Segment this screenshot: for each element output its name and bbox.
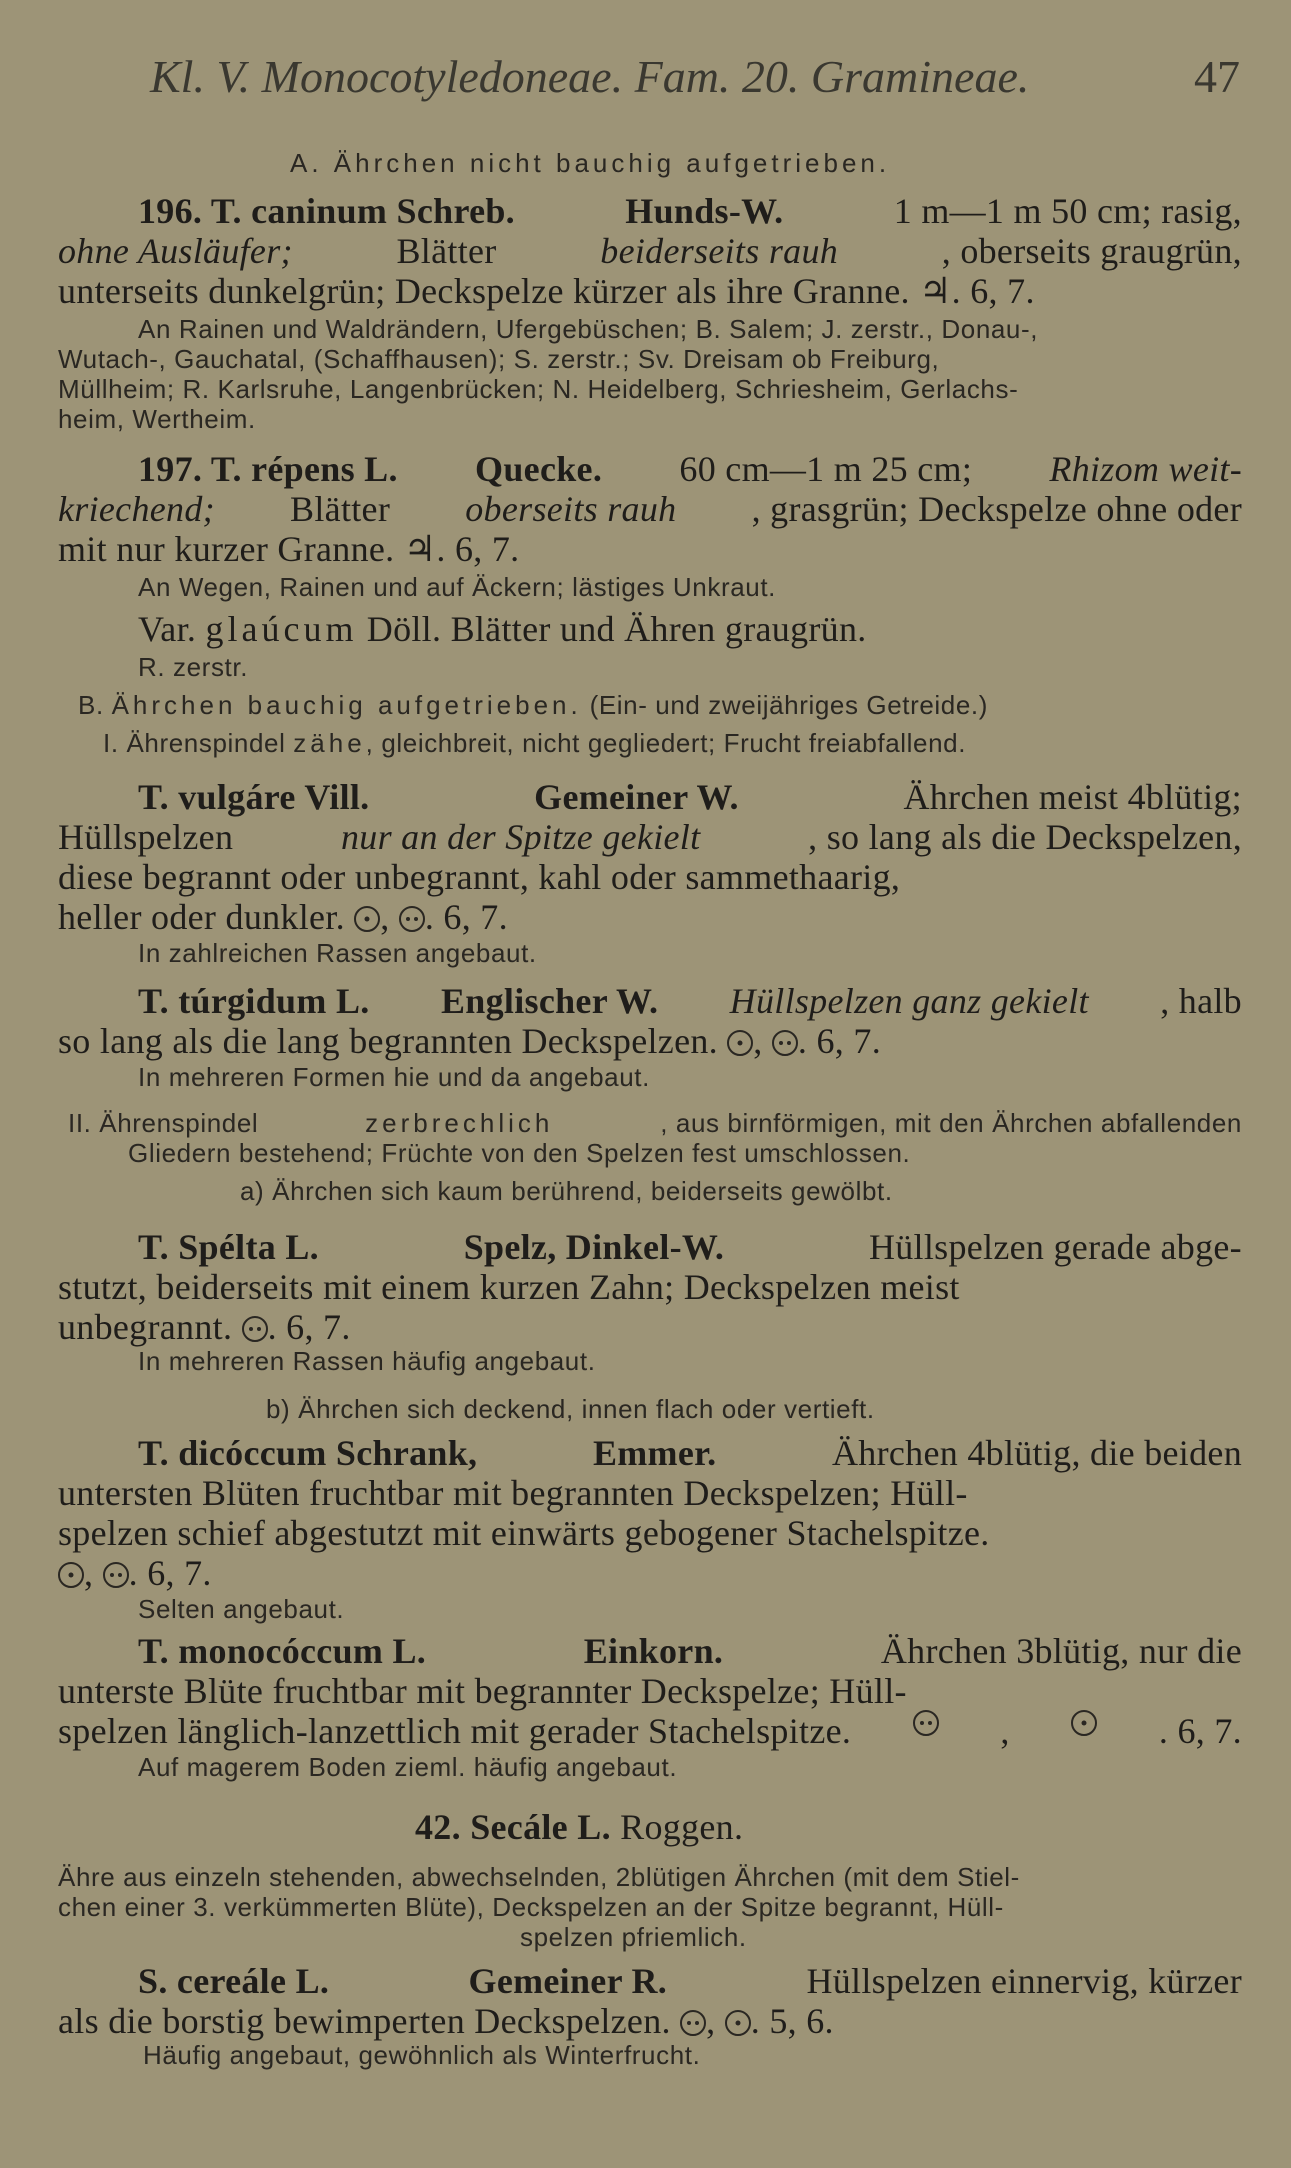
text-line: Var. glaúcum Döll. Blätter und Ähren graugrün. [138,609,867,649]
text-line: Ähre aus einzeln stehenden, abwechselnden, 2blütigen Ährchen (mit dem Stiel- [58,1862,1020,1892]
text-line: In zahlreichen Rassen angebaut. [138,938,537,968]
text-line: Müllheim; R. Karlsruhe, Langenbrücken; N. Heidelberg, Schriesheim, Gerlachs- [58,374,1019,404]
text-line: 196. T. caninum Schreb. Hunds-W. 1 m—1 m 50 cm; rasig, [138,191,1242,231]
text-line: 197. T. répens L. Quecke. 60 cm—1 m 25 cm; Rhizom weit- [138,449,1242,489]
text-line: 42. Secále L. Roggen. [415,1807,744,1847]
text-line: Gliedern bestehend; Früchte von den Spelzen fest umschlossen. [128,1138,911,1168]
text-line: An Rainen und Waldrändern, Ufergebüschen; B. Salem; J. zerstr., Donau-, [138,314,1039,344]
text-line: T. vulgáre Vill. Gemeiner W. Ährchen meist 4blütig; [138,777,1242,817]
text-line: T. túrgidum L. Englischer W. Hüllspelzen ganz gekielt , halb [138,981,1242,1021]
text-line: chen einer 3. verkümmerten Blüte), Deckspelzen an der Spitze begrannt, Hüll- [58,1892,1004,1922]
text-line: spelzen schief abgestutzt mit einwärts gebogener Stachelspitze. [58,1513,990,1553]
text-line: In mehreren Formen hie und da angebaut. [138,1062,650,1092]
text-line: als die borstig bewimperten Deckspelzen. , . 5, 6. [58,2001,834,2041]
running-header [150,50,1240,103]
text-line: T. monocóccum L. Einkorn. Ährchen 3blütig, nur die [138,1631,1242,1671]
text-line: unterseits dunkelgrün; Deckspelze kürzer als ihre Granne. ♃. 6, 7. [58,271,1035,311]
page-number: 47 [1194,51,1240,102]
text-line: diese begrannt oder unbegrannt, kahl oder sammethaarig, [58,857,901,897]
text-line: untersten Blüten fruchtbar mit begrannten Deckspelzen; Hüll- [58,1473,968,1513]
text-line: T. Spélta L. Spelz, Dinkel-W. Hüllspelzen gerade abge- [138,1227,1242,1267]
text-line: In mehreren Rassen häufig angebaut. [138,1346,596,1376]
text-line: unterste Blüte fruchtbar mit begrannter Deckspelze; Hüll- [58,1671,907,1711]
text-line: T. dicóccum Schrank, Emmer. Ährchen 4blütig, die beiden [138,1433,1242,1473]
text-line: II. Ährenspindel zerbrechlich , aus birnförmigen, mit den Ährchen abfallenden [68,1108,1242,1138]
text-line: spelzen länglich-lanzettlich mit gerader Stachelspitze. , . 6, 7. [58,1711,1242,1751]
text-line: mit nur kurzer Granne. ♃. 6, 7. [58,529,520,569]
text-line: b) Ährchen sich deckend, innen flach oder vertieft. [266,1394,875,1424]
text-line: ohne Ausläufer; Blätter beiderseits rauh , oberseits graugrün, [58,231,1242,271]
text-line: a) Ährchen sich kaum berührend, beiderseits gewölbt. [240,1176,893,1206]
text-line: I. Ährenspindel zähe, gleichbreit, nicht gegliedert; Frucht freiabfallend. [103,728,967,758]
text-line: heim, Wertheim. [58,404,256,434]
text-line: Selten angebaut. [138,1594,345,1624]
text-line: , . 6, 7. [58,1552,212,1594]
text-line: Auf magerem Boden zieml. häufig angebaut. [138,1752,678,1782]
header-title: Kl. V. Monocotyledoneae. Fam. 20. Gramineae. [150,51,1030,102]
text-line: Wutach-, Gauchatal, (Schaffhausen); S. zerstr.; Sv. Dreisam ob Freiburg, [58,344,940,374]
text-line: An Wegen, Rainen und auf Äckern; lästiges Unkraut. [138,572,776,602]
text-line: spelzen pfriemlich. [520,1922,747,1952]
text-line: so lang als die lang begrannten Deckspelzen. , . 6, 7. [58,1021,881,1061]
text-line: S. cereále L. Gemeiner R. Hüllspelzen einnervig, kürzer [138,1961,1242,2001]
text-line: A. Ährchen nicht bauchig aufgetrieben. [290,148,891,178]
text-line: B. Ährchen bauchig aufgetrieben. (Ein- und zweijähriges Getreide.) [78,690,988,720]
text-line: Hüllspelzen nur an der Spitze gekielt , so lang als die Deckspelzen, [58,817,1242,857]
text-line: unbegrannt. . 6, 7. [58,1307,351,1347]
text-line: Häufig angebaut, gewöhnlich als Winterfrucht. [143,2040,701,2070]
text-line: R. zerstr. [138,652,249,682]
text-line: stutzt, beiderseits mit einem kurzen Zahn; Deckspelzen meist [58,1267,960,1307]
text-line: heller oder dunkler. , . 6, 7. [58,897,508,937]
text-line: kriechend; Blätter oberseits rauh , grasgrün; Deckspelze ohne oder [58,489,1242,529]
